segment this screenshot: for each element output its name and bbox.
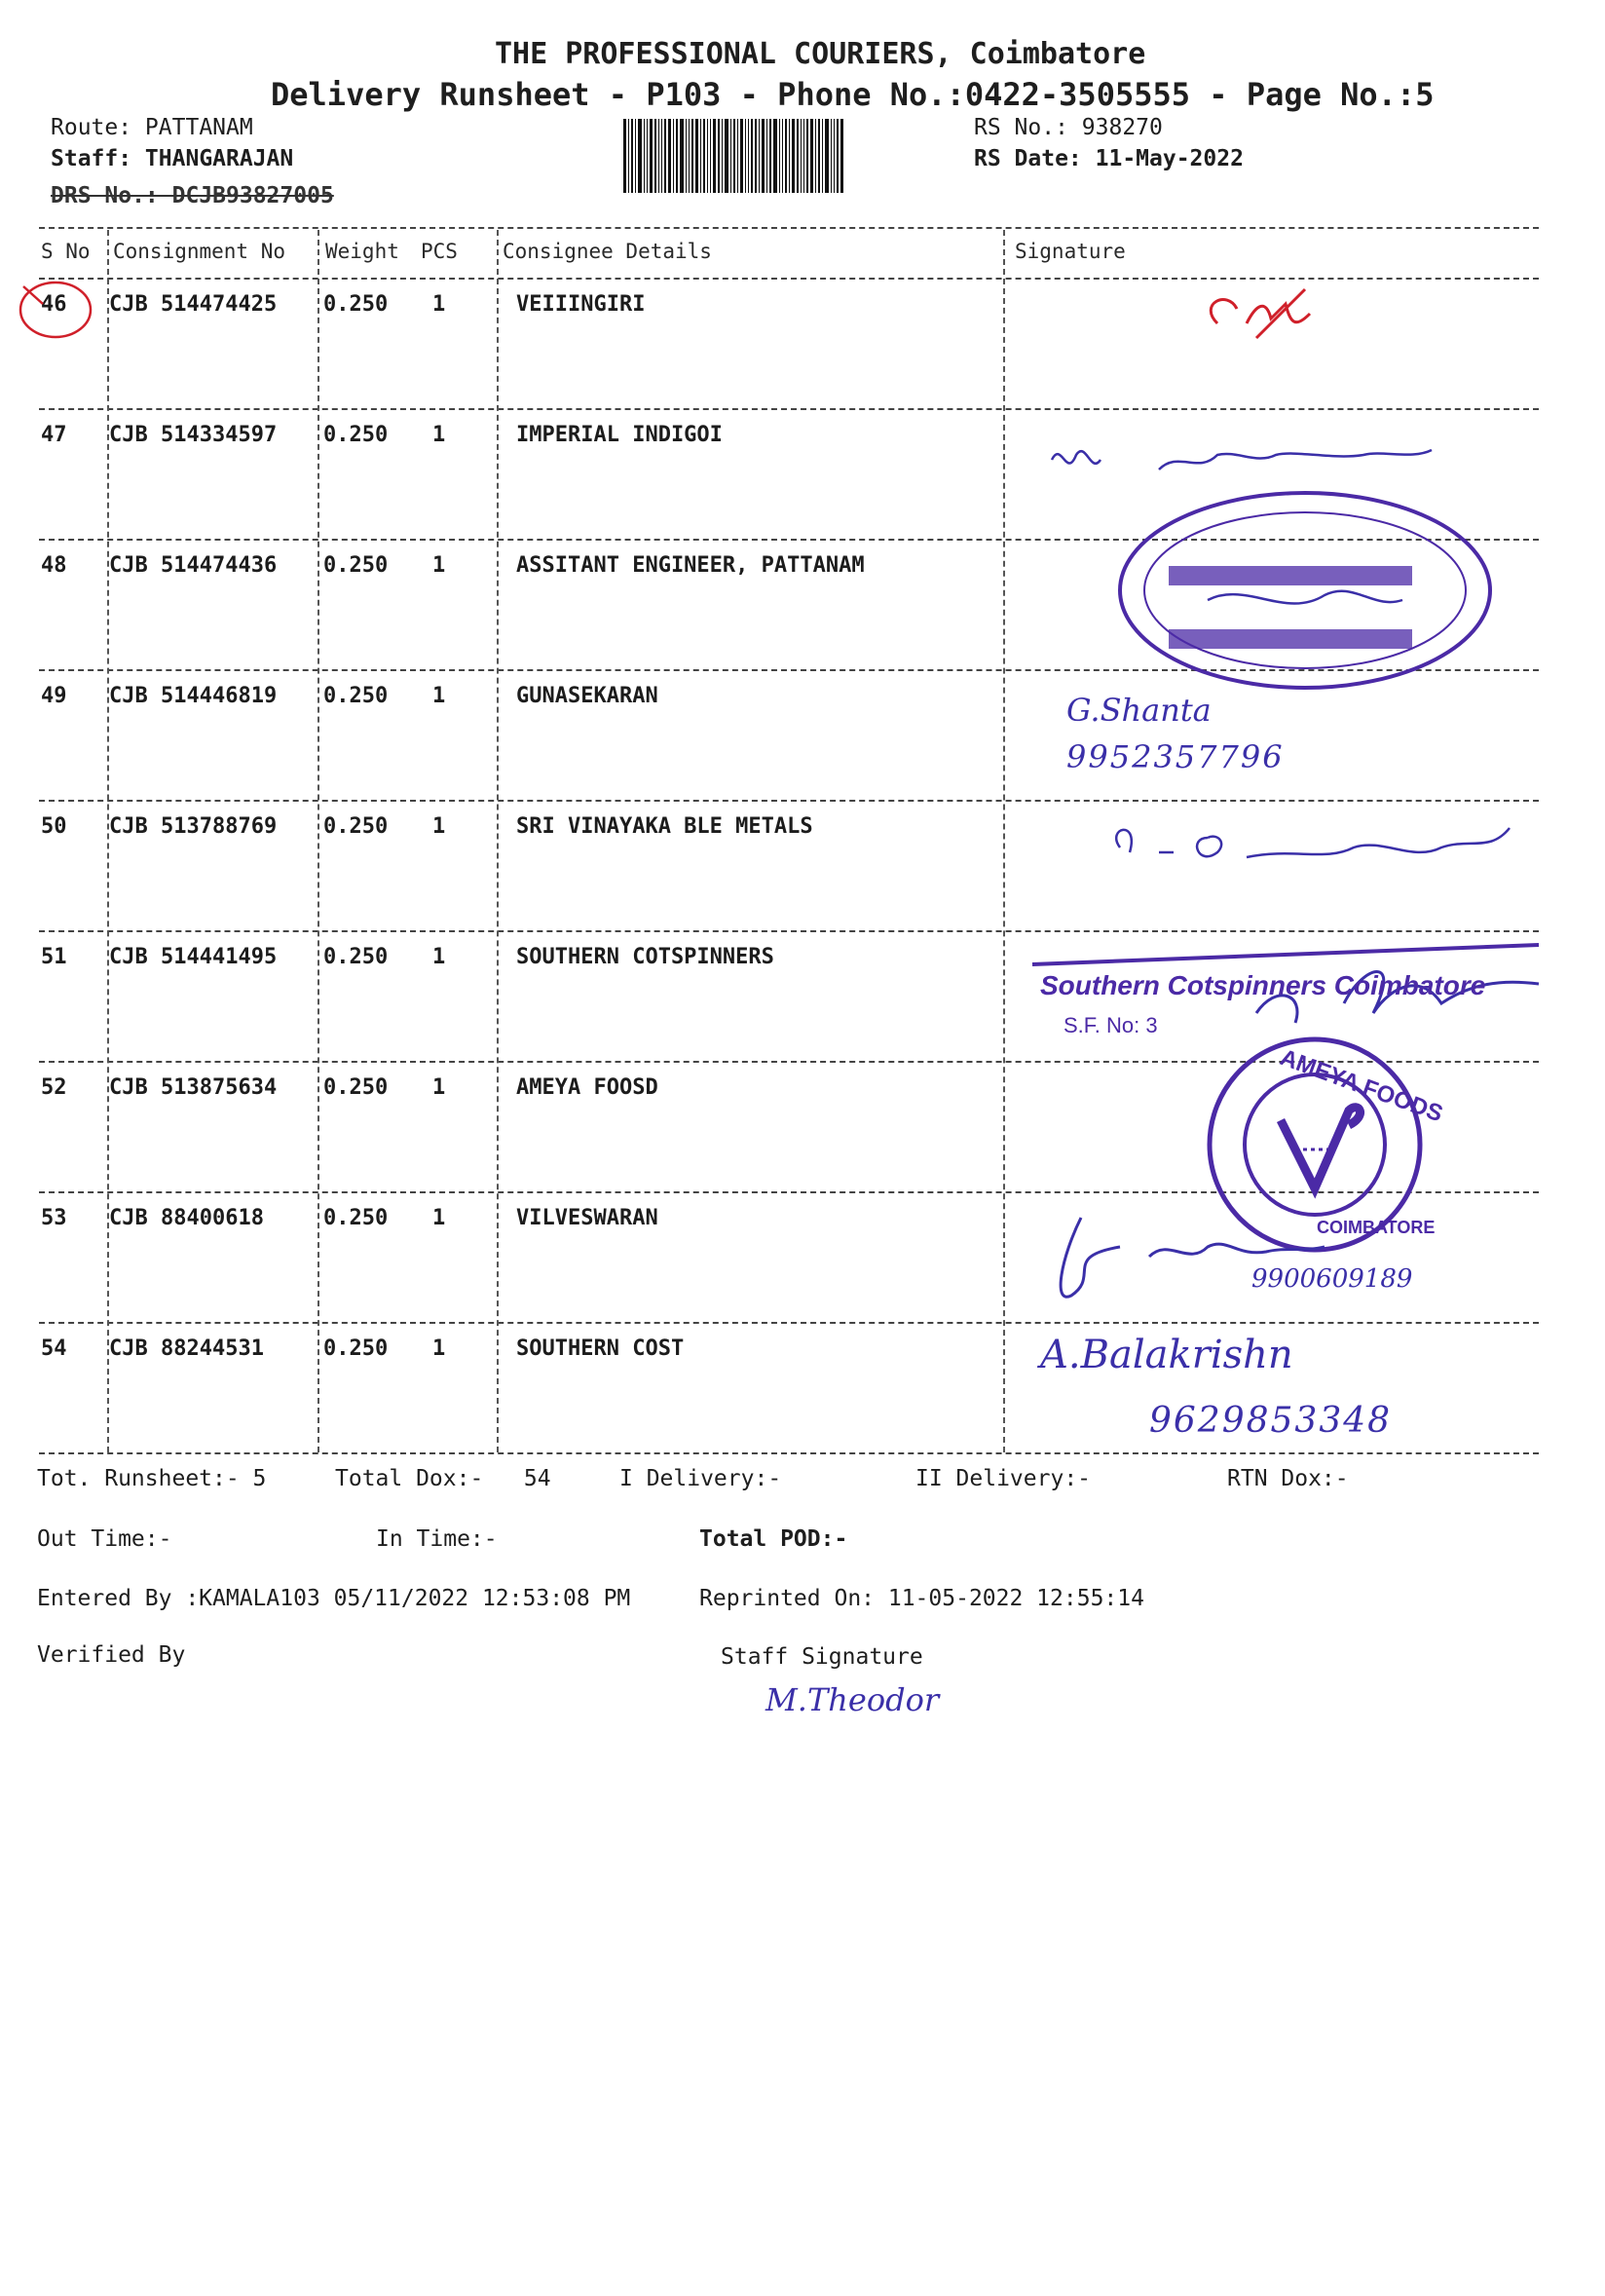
cell-weight: 0.250 [323, 945, 389, 969]
cell-sno: 48 [41, 553, 67, 578]
col-header-sno: S No [41, 240, 91, 263]
cell-weight: 0.250 [323, 423, 389, 447]
ameya-foods-name: AMEYA FOODS [1276, 1044, 1447, 1128]
cell-sno: 53 [41, 1206, 67, 1230]
route-label: Route: PATTANAM [51, 115, 253, 140]
row-rule [39, 930, 1539, 932]
cell-weight: 0.250 [323, 1075, 389, 1100]
cell-pcs: 1 [432, 945, 446, 969]
cell-weight: 0.250 [323, 553, 389, 578]
cell-consignee: VILVESWARAN [516, 1206, 658, 1230]
cell-consignment: CJB 514446819 [109, 684, 278, 708]
company-title: THE PROFESSIONAL COURIERS, Coimbatore [495, 37, 1146, 71]
cell-pcs: 1 [432, 292, 446, 317]
cell-pcs: 1 [432, 684, 446, 708]
return-dox: RTN Dox:- [1227, 1466, 1349, 1491]
barcode [623, 119, 915, 193]
cell-sno: 46 [41, 292, 67, 317]
cell-consignee: SOUTHERN COST [516, 1336, 685, 1361]
stamp-51-address: S.F. No: 3 [1064, 1013, 1158, 1037]
cell-consignee: IMPERIAL INDIGOI [516, 423, 723, 447]
row-rule [39, 800, 1539, 802]
signature-54-phone: 9629853348 [1149, 1401, 1393, 1441]
cell-consignee: VEIIINGIRI [516, 292, 646, 317]
cell-pcs: 1 [432, 1206, 446, 1230]
cell-consignment: CJB 513788769 [109, 814, 278, 839]
total-dox: Total Dox:- 54 [335, 1466, 551, 1491]
total-pod: Total POD:- [699, 1526, 848, 1552]
in-time: In Time:- [376, 1526, 498, 1552]
cell-sno: 47 [41, 423, 67, 447]
cell-consignment: CJB 514474425 [109, 292, 278, 317]
col-header-consignee: Consignee Details [503, 240, 712, 263]
signature-53 [1042, 1198, 1490, 1315]
table-top-rule [39, 227, 1539, 229]
cell-weight: 0.250 [323, 292, 389, 317]
cell-consignee: GUNASEKARAN [516, 684, 658, 708]
cell-pcs: 1 [432, 1075, 446, 1100]
cell-weight: 0.250 [323, 684, 389, 708]
col-header-consignment: Consignment No [113, 240, 286, 263]
col-header-weight: Weight [325, 240, 399, 263]
column-divider [497, 230, 499, 1452]
signature-54-name: A.Balakrishn [1040, 1333, 1293, 1377]
cell-consignee: SOUTHERN COTSPINNERS [516, 945, 774, 969]
col-header-pcs: PCS [421, 240, 458, 263]
cell-sno: 54 [41, 1336, 67, 1361]
signature-50 [1101, 809, 1529, 886]
drs-number: DRS No.: DCJB93827005 [51, 183, 334, 208]
cell-consignee: ASSITANT ENGINEER, PATTANAM [516, 553, 865, 578]
column-divider [107, 230, 109, 1452]
reprinted-on: Reprinted On: 11-05-2022 12:55:14 [699, 1586, 1144, 1611]
cell-consignment: CJB 514334597 [109, 423, 278, 447]
signature-47 [1042, 421, 1451, 499]
cell-weight: 0.250 [323, 1336, 389, 1361]
cell-consignment: CJB 88400618 [109, 1206, 264, 1230]
row-rule [39, 539, 1539, 541]
cell-pcs: 1 [432, 814, 446, 839]
cell-sno: 49 [41, 684, 67, 708]
cell-consignment: CJB 514474436 [109, 553, 278, 578]
out-time: Out Time:- [37, 1526, 172, 1552]
table-bottom-rule [39, 1452, 1539, 1454]
column-divider [1003, 230, 1005, 1452]
cell-pcs: 1 [432, 423, 446, 447]
col-header-signature: Signature [1015, 240, 1126, 263]
row-rule [39, 408, 1539, 410]
cell-weight: 0.250 [323, 1206, 389, 1230]
staff-label: Staff: THANGARAJAN [51, 146, 294, 171]
column-divider [317, 230, 319, 1452]
rs-date: RS Date: 11-May-2022 [974, 146, 1244, 171]
cell-consignment: CJB 513875634 [109, 1075, 278, 1100]
cell-sno: 51 [41, 945, 67, 969]
staff-signature-label: Staff Signature [721, 1644, 923, 1670]
first-delivery: I Delivery:- [619, 1466, 782, 1491]
cell-sno: 52 [41, 1075, 67, 1100]
oval-stamp-48 [1110, 483, 1500, 697]
row-rule [39, 1322, 1539, 1324]
cell-consignee: SRI VINAYAKA BLE METALS [516, 814, 813, 839]
red-signature [1188, 284, 1344, 353]
cell-sno: 50 [41, 814, 67, 839]
rs-number: RS No.: 938270 [974, 115, 1163, 140]
signature-49-name: G.Shanta [1066, 692, 1212, 729]
cell-consignment: CJB 88244531 [109, 1336, 264, 1361]
second-delivery: II Delivery:- [915, 1466, 1092, 1491]
cell-pcs: 1 [432, 1336, 446, 1361]
stamp-51-name: Southern Cotspinners Coimbatore [1040, 970, 1486, 1000]
signature-53-phone: 9900609189 [1251, 1264, 1413, 1294]
ameya-foods-city: COIMBATORE [1317, 1218, 1436, 1237]
runsheet-subtitle: Delivery Runsheet - P103 - Phone No.:0422-3505555 - Page No.:5 [271, 76, 1435, 113]
signature-49-phone: 9952357796 [1066, 738, 1285, 775]
cell-consignee: AMEYA FOOSD [516, 1075, 658, 1100]
row-rule [39, 1191, 1539, 1193]
staff-signature: M.Theodor [765, 1681, 940, 1718]
header-bottom-rule [39, 278, 1539, 280]
cell-consignment: CJB 514441495 [109, 945, 278, 969]
total-runsheet: Tot. Runsheet:- 5 [37, 1466, 267, 1491]
row-rule [39, 669, 1539, 671]
cell-weight: 0.250 [323, 814, 389, 839]
cell-pcs: 1 [432, 553, 446, 578]
entered-by: Entered By :KAMALA103 05/11/2022 12:53:08 PM [37, 1586, 631, 1611]
verified-by: Verified By [37, 1642, 186, 1668]
